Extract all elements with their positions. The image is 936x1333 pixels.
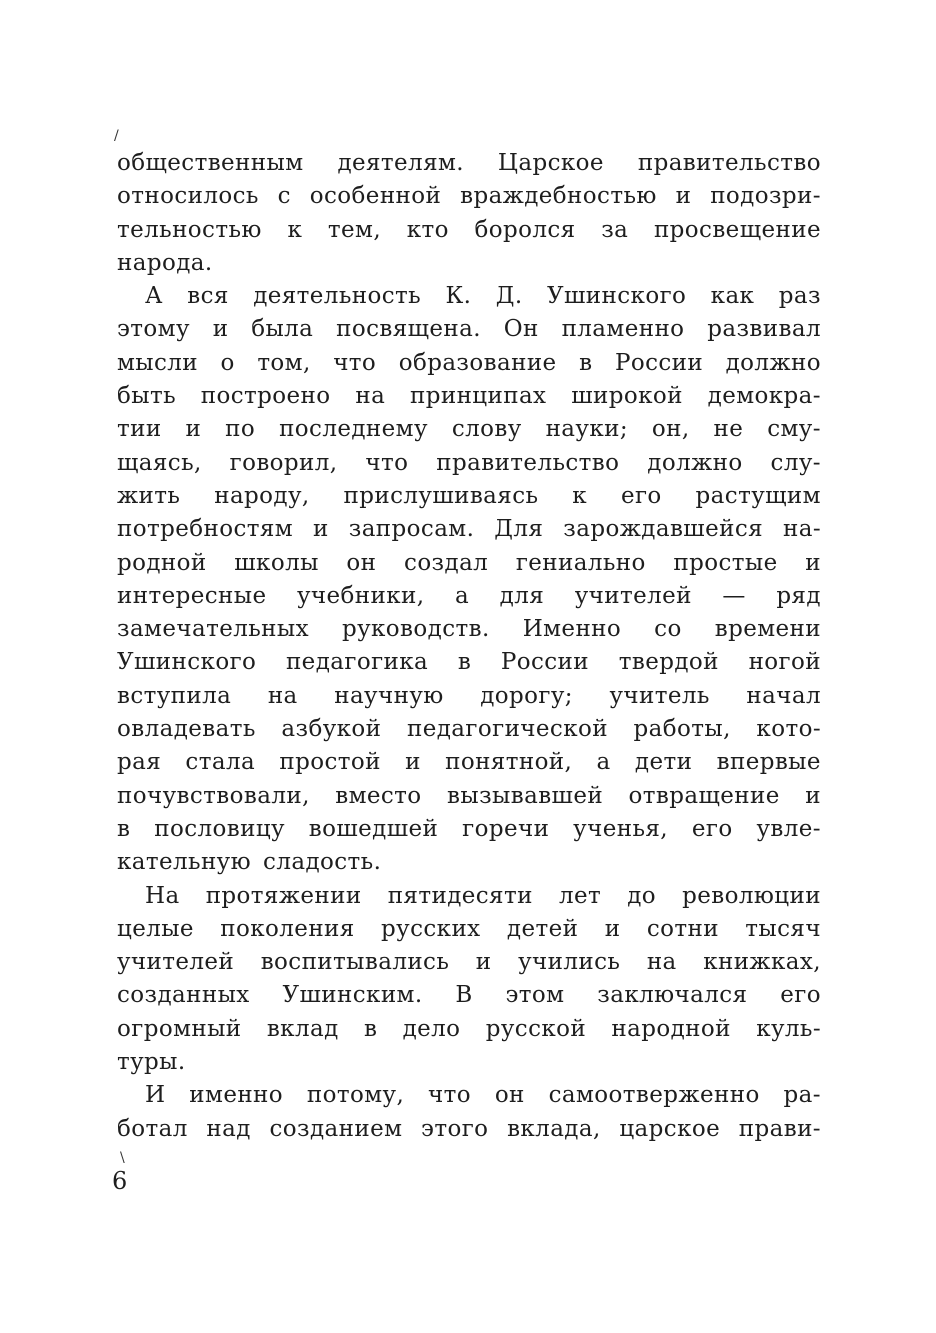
text-line: На протяжении пятидесяти лет до революции (145, 882, 821, 909)
text-line: этому и была посвящена. Он пламенно развивал (117, 316, 821, 343)
paragraph (117, 280, 821, 879)
text-line: родной школы он создал гениально простые и (117, 549, 821, 576)
text-line: огромный вклад в дело русской народной куль- (117, 1015, 821, 1042)
page-body-text (117, 147, 821, 1146)
text-line: щаясь, говорил, что правительство должно слу- (117, 449, 821, 476)
page-number: 6 (112, 1167, 128, 1195)
text-line: овладевать азбукой педагогической работы, кото- (117, 716, 821, 743)
text-line: вступила на научную дорогу; учитель начал (117, 682, 821, 709)
text-line: ботал над созданием этого вклада, царское прави- (117, 1115, 821, 1142)
text-line: кательную сладость. (117, 849, 382, 876)
text-line: замечательных руководств. Именно со времени (117, 616, 821, 643)
text-line: тельностью к тем, кто боролся за просвещение (117, 216, 821, 243)
text-line: в пословицу вошедшей горечи ученья, его увле- (117, 815, 821, 842)
text-line: А вся деятельность К. Д. Ушинского как раз (145, 283, 821, 310)
paragraph (117, 880, 821, 1080)
text-line: целые поколения русских детей и сотни тысяч (117, 915, 821, 942)
text-line: потребностям и запросам. Для зарождавшейся на- (117, 516, 821, 543)
text-line: Ушинского педагогика в России твердой ногой (117, 649, 821, 676)
stray-mark-bottom: \ (120, 1150, 125, 1166)
stray-mark-top: / (114, 128, 119, 144)
text-line: туры. (117, 1049, 186, 1076)
text-line: интересные учебники, а для учителей — ряд (117, 582, 821, 609)
text-line: мысли о том, что образование в России должно (117, 349, 821, 376)
text-line: созданных Ушинским. В этом заключался его (117, 982, 821, 1009)
text-line: тии и по последнему слову науки; он, не сму- (117, 416, 821, 443)
paragraph (117, 1079, 821, 1146)
text-line: народа. (117, 249, 213, 276)
text-line: И именно потому, что он самоотверженно ра- (145, 1082, 821, 1109)
text-line: относилось с особенной враждебностью и подозри- (117, 183, 821, 210)
text-line: рая стала простой и понятной, а дети впервые (117, 749, 821, 776)
text-line: общественным деятелям. Царское правительство (117, 150, 821, 176)
paragraph (117, 147, 821, 280)
text-line: учителей воспитывались и учились на книжках, (117, 949, 821, 976)
text-line: быть построено на принципах широкой демокра- (117, 383, 821, 410)
text-line: жить народу, прислушиваясь к его растущим (117, 482, 821, 509)
text-line: почувствовали, вместо вызывавшей отвращение и (117, 782, 821, 809)
